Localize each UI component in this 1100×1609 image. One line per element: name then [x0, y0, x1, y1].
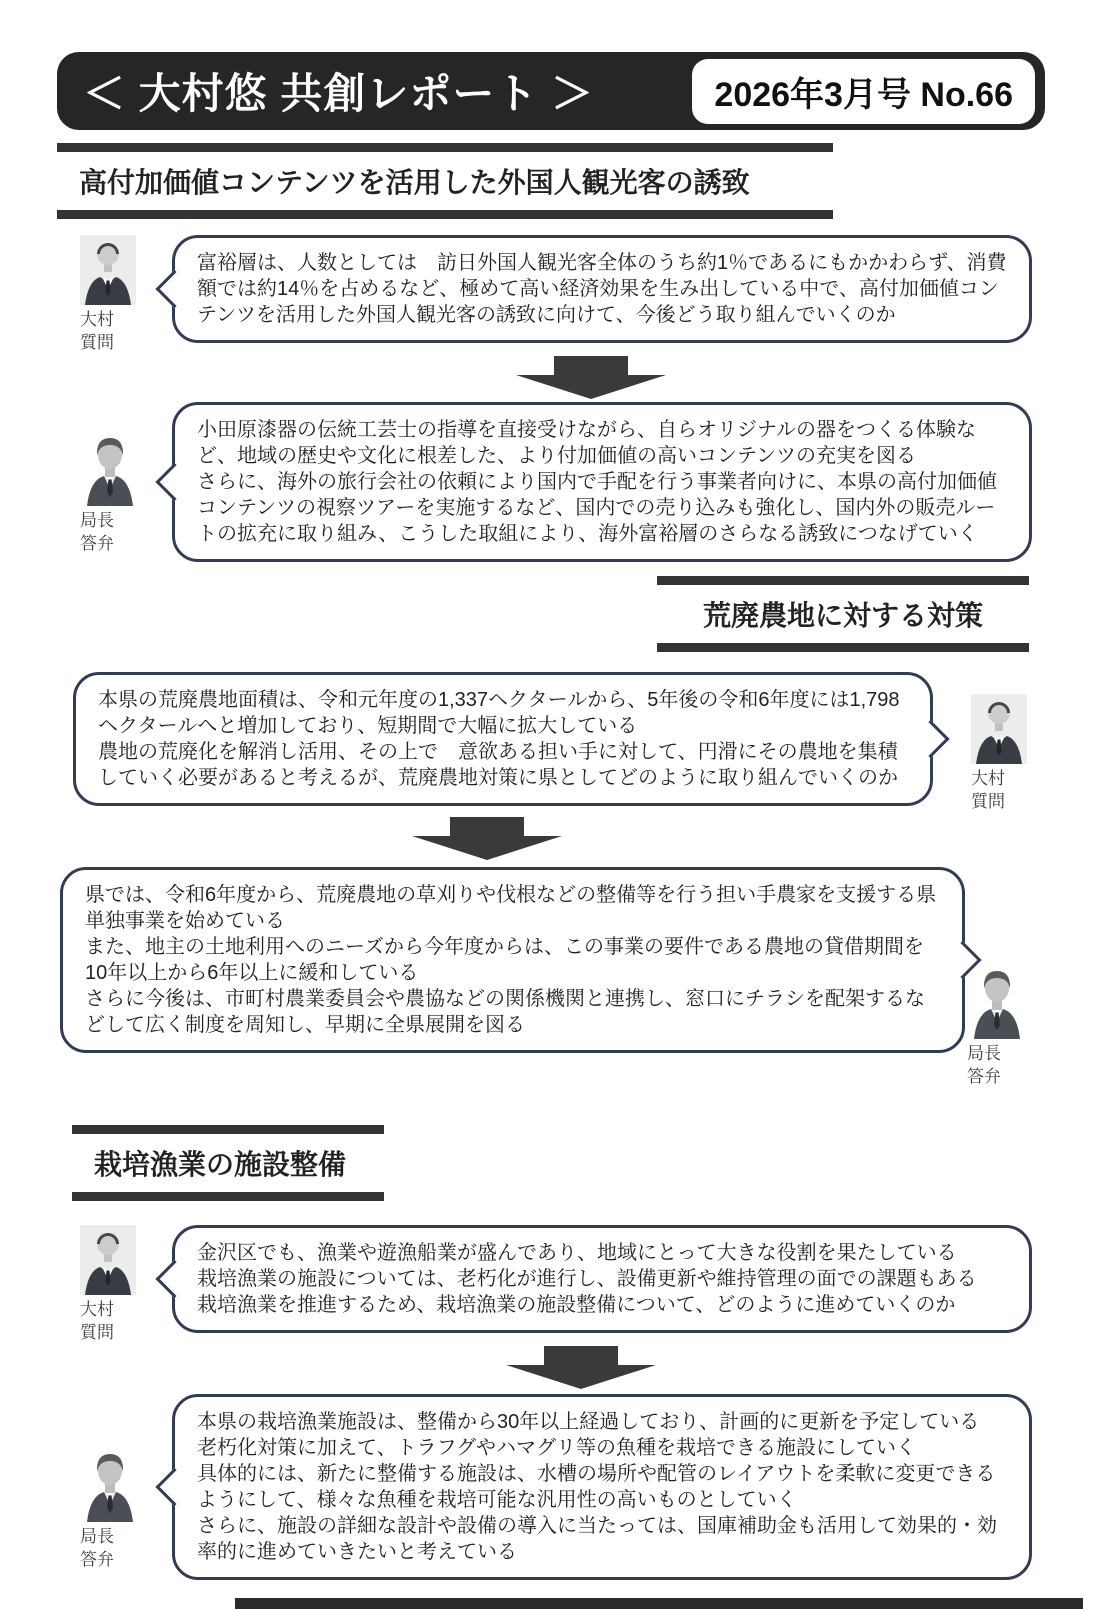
speech-bubble-question-2	[73, 672, 933, 806]
title-rule-bottom	[657, 643, 1029, 652]
bubble-text: また、地主の土地利用へのニーズから今年度からは、この事業の要件である農地の貸借期間を10年以上から6年以上に緩和している	[85, 936, 924, 985]
kyokucho-icon-avatar	[80, 430, 140, 506]
qa-row-question-1	[78, 235, 1100, 354]
title-rule-bottom	[57, 210, 833, 219]
speaker-omura	[78, 1225, 164, 1344]
kyokucho-icon-avatar	[80, 1446, 140, 1522]
bubble-text: 具体的には、新たに整備する施設は、水槽の場所や配管のレイアウトを柔軟に変更できるようにして、様々な魚種を栽培可能な汎用性の高いものとしていく	[197, 1462, 996, 1511]
speaker-role: 答弁	[967, 1067, 1001, 1087]
speaker-role: 質問	[971, 792, 1005, 812]
down-arrow-icon	[506, 1346, 656, 1390]
report-header	[57, 52, 1045, 130]
speech-bubble-answer-3	[172, 1394, 1032, 1580]
speaker-kyokucho	[965, 963, 1051, 1088]
speaker-role: 質問	[80, 1322, 114, 1342]
section-title-text: 荒廃農地に対する対策	[702, 600, 983, 632]
qa-row-answer-2	[60, 867, 1100, 1088]
omura-photo-avatar	[80, 235, 136, 305]
speaker-name: 局長	[80, 511, 114, 531]
issue-badge: 2026年3月号 No.66	[692, 59, 1035, 124]
title-rule-top	[72, 1125, 384, 1134]
section-title-abandoned-farmland	[657, 576, 1029, 652]
section-title-aquaculture-facilities	[72, 1125, 384, 1201]
speaker-role: 答弁	[80, 1549, 114, 1569]
speaker-kyokucho	[78, 430, 164, 555]
speaker-omura	[971, 694, 1055, 813]
speech-bubble-answer-1	[172, 402, 1032, 562]
speaker-name: 局長	[967, 1044, 1001, 1064]
down-arrow-icon	[412, 817, 562, 861]
title-rule-top	[657, 576, 1029, 585]
speaker-name: 大村	[971, 769, 1005, 789]
qa-row-answer-1	[78, 402, 1100, 562]
speaker-name: 大村	[80, 310, 114, 329]
section-title-text: 栽培漁業の施設整備	[94, 1148, 347, 1180]
title-rule-bottom	[72, 1192, 384, 1201]
bubble-text: さらに、施設の詳細な設計や設備の導入に当たっては、国庫補助金も活用して効果的・効率的に進めていきたいと考えている	[197, 1514, 997, 1563]
bubble-text: 金沢区でも、漁業や遊漁船業が盛んであり、地域にとって大きな役割を果たしている	[197, 1241, 957, 1264]
speaker-name: 大村	[80, 1299, 114, 1319]
speaker-role: 質問	[80, 333, 114, 353]
kyokucho-icon-avatar	[967, 963, 1027, 1039]
bubble-text: 栽培漁業を推進するため、栽培漁業の施設整備について、どのように進めていくのか	[197, 1293, 956, 1316]
bottom-rule	[235, 1598, 1083, 1609]
bubble-tail-icon	[911, 720, 949, 758]
bubble-text: 本県の栽培漁業施設は、整備から30年以上経過しており、計画的に更新を予定している	[197, 1410, 980, 1433]
bubble-text: 本県の荒廃農地面積は、令和元年度の1,337ヘクタールから、5年後の令和6年度には1,798ヘクタールへと増加しており、短期間で大幅に拡大している	[98, 689, 900, 738]
bubble-text: さらに今後は、市町村農業委員会や農協などの関係機関と連携し、窓口にチラシを配架するなどして広く制度を周知し、早期に全県展開を図る	[85, 988, 925, 1037]
speaker-omura	[78, 235, 164, 354]
bubble-text: 富裕層は、人数としては 訪日外国人観光客全体のうち約1％であるにもかかわらず、消費額では約14％を占めるなど、極めて高い経済効果を生み出している中で、高付加価値コンテンツを活用した外国人観光客の誘致に向けて、今後どう取り組んでいくのか	[197, 252, 1007, 326]
bubble-text: 栽培漁業の施設については、老朽化が進行し、設備更新や維持管理の面での課題もある	[197, 1267, 977, 1290]
title-rule-top	[57, 143, 833, 152]
section-title-inbound-tourism	[57, 143, 833, 219]
down-arrow-icon	[516, 356, 666, 400]
speech-bubble-question-1	[172, 235, 1032, 343]
qa-row-question-3	[78, 1225, 1100, 1344]
bubble-text: 老朽化対策に加えて、トラフグやハマグリ等の魚種を栽培できる施設にしていく	[197, 1436, 916, 1459]
report-title: ＜ 大村悠 共創レポート ＞	[83, 70, 595, 117]
speaker-kyokucho	[78, 1446, 164, 1571]
qa-row-answer-3	[78, 1394, 1100, 1580]
qa-row-question-2	[73, 672, 1100, 813]
speaker-name: 局長	[80, 1526, 114, 1546]
section-title-text: 高付加価値コンテンツを活用した外国人観光客の誘致	[79, 167, 750, 198]
omura-photo-avatar	[971, 694, 1027, 764]
speech-bubble-answer-2	[60, 867, 965, 1053]
speaker-role: 答弁	[80, 534, 114, 554]
bubble-text: さらに、海外の旅行会社の依頼により国内で手配を行う事業者向けに、本県の高付加価値コンテンツの視察ツアーを実施するなど、国内での売り込みも強化し、国内外の販売ルートの拡充に取り組み、こうした取組により、海外富裕層のさらなる誘致につなげていく	[197, 471, 997, 546]
bubble-text: 小田原漆器の伝統工芸士の指導を直接受けながら、自らオリジナルの器をつくる体験など、地域の歴史や文化に根差した、より付加価値の高いコンテンツの充実を図る	[197, 419, 976, 468]
omura-photo-avatar	[80, 1225, 136, 1295]
speech-bubble-question-3	[172, 1225, 1032, 1333]
bubble-text: 県では、令和6年度から、荒廃農地の草刈りや伐根などの整備等を行う担い手農家を支援する県単独事業を始めている	[85, 884, 937, 933]
bubble-text: 農地の荒廃化を解消し活用、その上で 意欲ある担い手に対して、円滑にその農地を集積していく必要があると考えるが、荒廃農地対策に県としてどのように取り組んでいくのか	[98, 741, 898, 790]
